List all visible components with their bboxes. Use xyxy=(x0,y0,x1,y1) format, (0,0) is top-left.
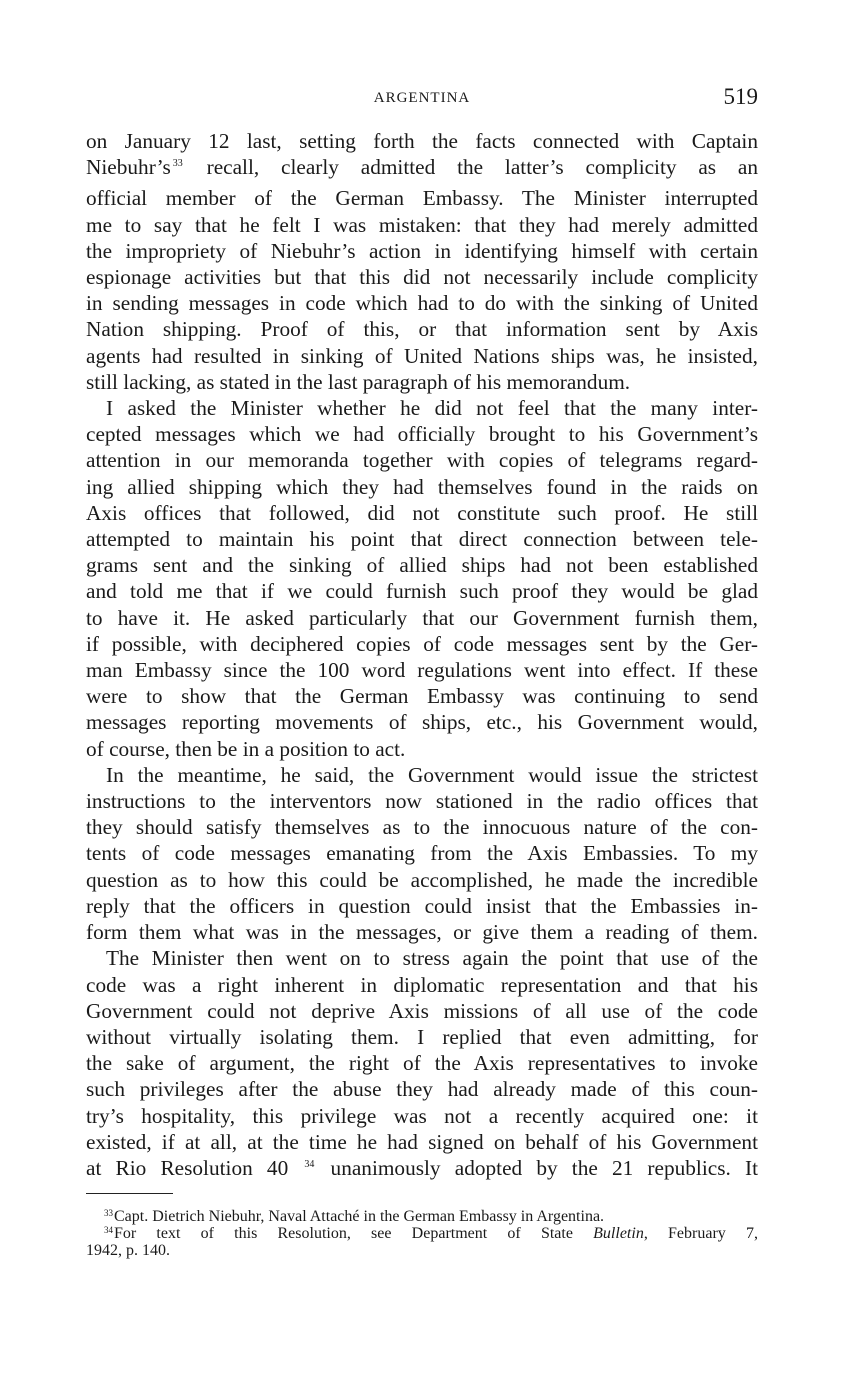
paragraph-2 xyxy=(86,395,758,762)
footnote-line: 1942, p. 140. xyxy=(86,1242,170,1259)
publication-title: Bulletin xyxy=(593,1225,644,1242)
text-line: messages reporting movements of ships, etc., his Government would, xyxy=(86,710,758,735)
footnote-ref-33: 33 xyxy=(172,158,183,170)
text-line: such privileges after the abuse they had already made of this coun- xyxy=(86,1077,758,1102)
text-line: attention in our memoranda together with copies of telegrams regard- xyxy=(86,448,758,473)
paragraph-4 xyxy=(86,945,758,1186)
text-line: code was a right inherent in diplomatic representation and that his xyxy=(86,972,758,997)
page-number: 519 xyxy=(723,84,758,109)
text-line: if possible, with deciphered copies of code messages sent by the Ger- xyxy=(86,631,758,656)
footnote-ref-34: 34 xyxy=(304,1158,315,1170)
text-line: form them what was in the messages, or give them a reading of them. xyxy=(86,920,758,945)
text-line: cepted messages which we had officially brought to his Government’s xyxy=(86,422,758,447)
body-text xyxy=(86,128,758,1186)
text-line: official member of the German Embassy. The Minister interrupted xyxy=(86,186,758,211)
footnote-line: $^{34}$For text of this Resolution, see Department of State Bulletin, February 7, xyxy=(104,1225,758,1242)
text-line: on January 12 last, setting forth the facts connected with Captain xyxy=(86,129,758,153)
paragraph-1 xyxy=(86,128,758,395)
text-line: the sake of argument, the right of the Axis representatives to invoke xyxy=(86,1051,758,1076)
footnote-34 xyxy=(86,1226,758,1259)
footnote-marker: 34 xyxy=(104,1225,113,1235)
text-line: still lacking, as stated in the last paragraph of his memorandum. xyxy=(86,369,631,394)
text-line: the impropriety of Niebuhr’s action in identifying himself with certain xyxy=(86,238,758,263)
text-line: instructions to the interventors now stationed in the radio offices that xyxy=(86,789,758,814)
text-line: espionage activities but that this did not necessarily include complicity xyxy=(86,265,758,290)
text-line: they should satisfy themselves as to the innocuous nature of the con- xyxy=(86,815,758,840)
text-line: question as to how this could be accomplished, he made the incredible xyxy=(86,867,758,892)
text-line: grams sent and the sinking of allied ships had not been established xyxy=(86,553,758,578)
text-line: Niebuhr’s $^{33}$ recall, clearly admitted the latter’s complicity as an xyxy=(86,155,758,180)
text-line: reply that the officers in question could insist that the Embassies in- xyxy=(86,893,758,918)
text-line: try’s hospitality, this privilege was not a recently acquired one: it xyxy=(86,1103,758,1128)
text-line: agents had resulted in sinking of United Nations ships was, he insisted, xyxy=(86,343,758,368)
footnote-rule xyxy=(86,1193,173,1194)
text-line: The Minister then went on to stress again the point that use of the xyxy=(106,946,758,971)
text-line: I asked the Minister whether he did not feel that the many inter- xyxy=(106,396,758,421)
text-line: man Embassy since the 100 word regulations went into effect. If these xyxy=(86,658,758,683)
text-line: at Rio Resolution 40 $^{34}$ unanimously adopted by the 21 republics. It xyxy=(86,1155,758,1180)
page-header xyxy=(86,84,758,114)
text-line: attempted to maintain his point that direct connection between tele- xyxy=(86,527,758,552)
text-line: existed, if at all, at the time he had signed on behalf of his Government xyxy=(86,1129,758,1154)
text-line: In the meantime, he said, the Government would issue the strictest xyxy=(106,762,758,787)
paragraph-3 xyxy=(86,762,758,945)
footnote-line: $^{33}$Capt. Dietrich Niebuhr, Naval Attaché in the German Embassy in Argentina. xyxy=(104,1208,605,1225)
text-line: of course, then be in a position to act. xyxy=(86,736,406,761)
text-line: in sending messages in code which had to do with the sinking of United xyxy=(86,291,758,316)
text-line: tents of code messages emanating from the Axis Embassies. To my xyxy=(86,841,758,866)
footnote-33 xyxy=(86,1209,758,1226)
running-title: ARGENTINA xyxy=(373,90,471,106)
text-line: without virtually isolating them. I replied that even admitting, for xyxy=(86,1024,758,1049)
text-line: and told me that if we could furnish such proof they would be glad xyxy=(86,579,758,604)
text-line: were to show that the German Embassy was continuing to send xyxy=(86,684,758,709)
text-line: to have it. He asked particularly that our Government furnish them, xyxy=(86,605,758,630)
text-line: me to say that he felt I was mistaken: that they had merely admitted xyxy=(86,212,758,237)
text-line: ing allied shipping which they had themselves found in the raids on xyxy=(86,474,758,499)
footnotes xyxy=(86,1209,758,1259)
text-line: Government could not deprive Axis missions of all use of the code xyxy=(86,998,758,1023)
text-line: Nation shipping. Proof of this, or that information sent by Axis xyxy=(86,317,758,342)
footnote-marker: 33 xyxy=(104,1208,113,1218)
text-line: Axis offices that followed, did not constitute such proof. He still xyxy=(86,500,758,525)
